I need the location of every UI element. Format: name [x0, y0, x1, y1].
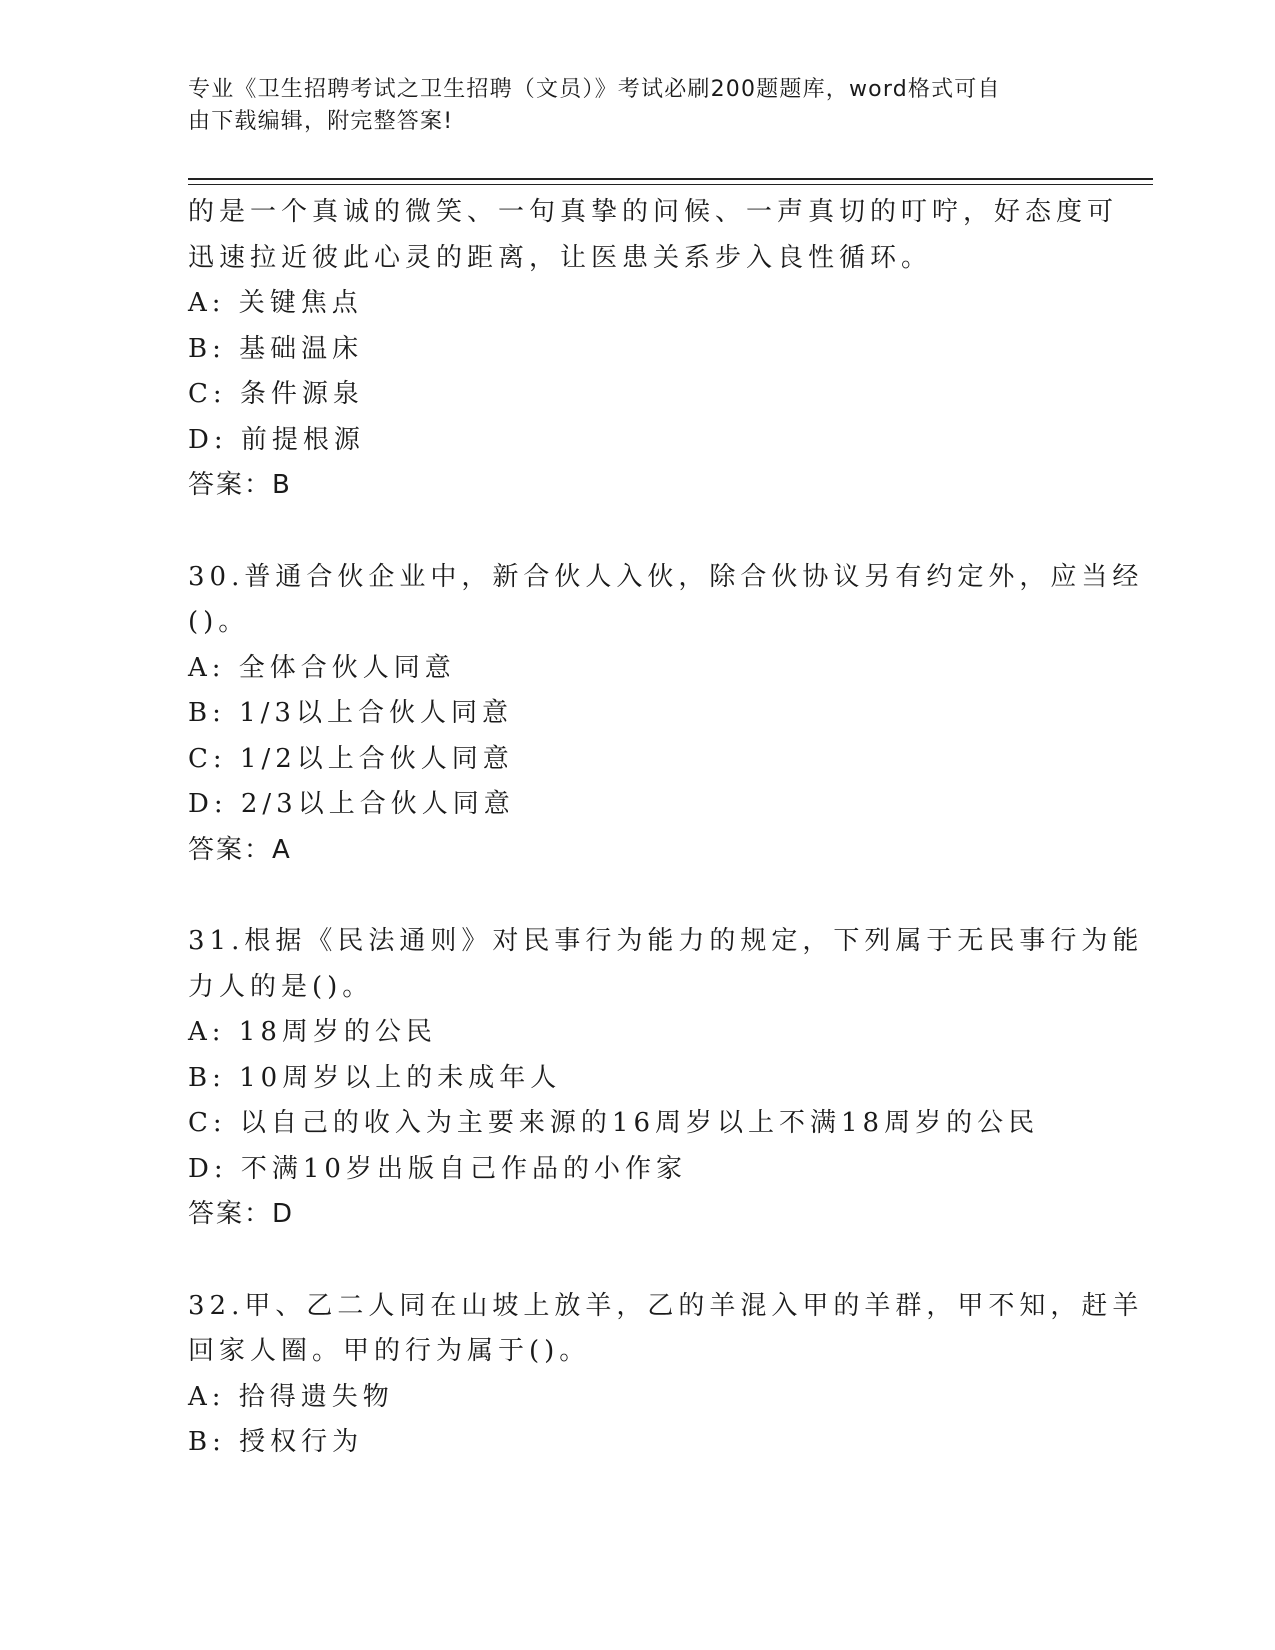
answer-line: 答案：A [188, 834, 292, 865]
answer-line: 答案：D [188, 1199, 295, 1229]
header-line-1: 专业《卫生招聘考试之卫生招聘（文员）》考试必刷200题题库，word格式可自 [188, 77, 1001, 102]
option-d: D: 2/3以上合伙人同意 [188, 789, 515, 819]
option-c: C: 1/2以上合伙人同意 [188, 743, 514, 774]
option-b: B: 1/3以上合伙人同意 [188, 698, 513, 728]
option-a: A: 拾得遗失物 [188, 1381, 394, 1412]
question-block-30 [188, 555, 1144, 874]
question-block-31 [188, 919, 1144, 1238]
option-c: C: 条件源泉 [188, 379, 364, 409]
question-text-line: 30.普通合伙企业中，新合伙人入伙，除合伙协议另有约定外，应当经 [188, 561, 1144, 592]
option-b: B: 授权行为 [188, 1427, 364, 1457]
question-block-32 [188, 1284, 1144, 1466]
header-divider-thick [188, 178, 1153, 180]
option-b: B: 基础温床 [188, 333, 364, 364]
question-gap [188, 1238, 1088, 1284]
question-text-line: 的是一个真诚的微笑、一句真挚的问候、一声真切的叮咛，好态度可 [188, 197, 1119, 227]
question-text-line: 31.根据《民法通则》对民事行为能力的规定，下列属于无民事行为能 [188, 926, 1144, 956]
document-header [188, 74, 1068, 138]
question-block-prev [188, 190, 1119, 509]
question-text-line: 力人的是()。 [188, 971, 374, 1002]
question-text-line: ()。 [188, 607, 250, 637]
option-c: C: 以自己的收入为主要来源的16周岁以上不满18周岁的公民 [188, 1108, 1040, 1138]
option-b: B: 10周岁以上的未成年人 [188, 1062, 562, 1093]
header-divider-thin [188, 184, 1153, 185]
question-gap [188, 509, 1088, 555]
answer-line: 答案：B [188, 470, 292, 500]
question-text-line: 回家人圈。甲的行为属于()。 [188, 1336, 591, 1366]
option-a: A: 全体合伙人同意 [188, 652, 456, 683]
question-text-line: 迅速拉近彼此心灵的距离，让医患关系步入良性循环。 [188, 242, 933, 273]
question-gap [188, 873, 1088, 919]
option-d: D: 不满10岁出版自己作品的小作家 [188, 1153, 687, 1184]
option-a: A: 关键焦点 [188, 288, 363, 318]
option-d: D: 前提根源 [188, 424, 365, 455]
question-text-line: 32.甲、乙二人同在山坡上放羊，乙的羊混入甲的羊群，甲不知，赶羊 [188, 1290, 1144, 1321]
header-line-2: 由下载编辑，附完整答案! [188, 109, 454, 134]
question-list [188, 190, 1144, 1466]
option-a: A: 18周岁的公民 [188, 1017, 437, 1047]
